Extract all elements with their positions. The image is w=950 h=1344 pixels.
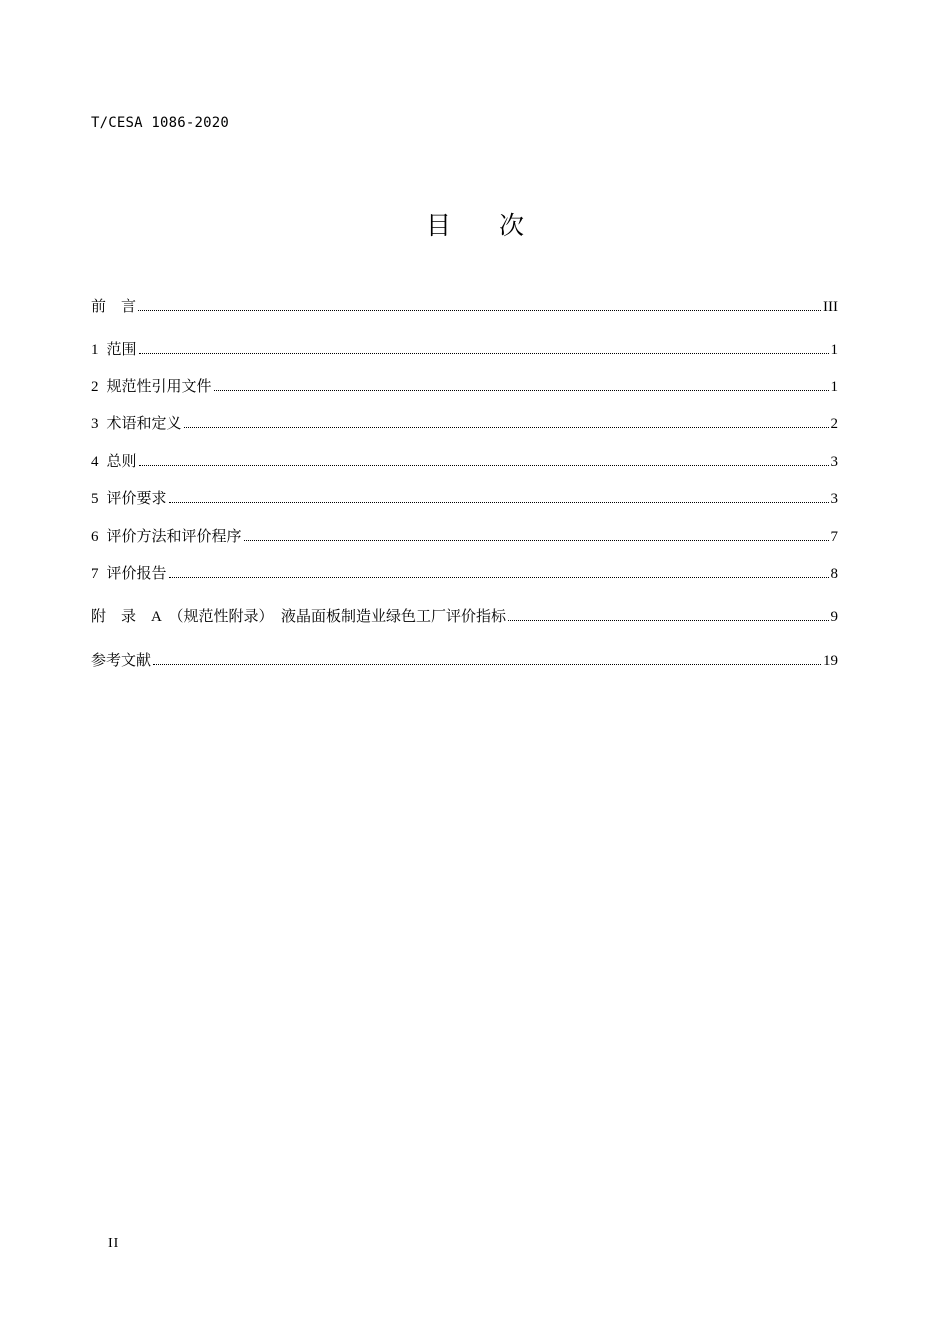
toc-label: 术语和定义 <box>106 416 182 432</box>
standard-code: T/CESA 1086-2020 <box>91 115 230 131</box>
title-char-1: 目 <box>425 211 451 240</box>
toc-page: 8 <box>830 566 838 582</box>
page-number: II <box>108 1236 120 1251</box>
toc-label: 评价要求 <box>106 491 167 507</box>
toc-leader <box>184 427 829 428</box>
toc-page: 3 <box>830 491 838 507</box>
toc-leader <box>169 502 829 503</box>
toc-label: 总则 <box>106 454 137 470</box>
toc-number: 2 <box>91 379 99 395</box>
toc-number: 3 <box>91 416 99 432</box>
toc-number: 1 <box>91 342 99 358</box>
toc-entry-references[interactable] <box>91 649 838 670</box>
toc-label: 范围 <box>106 342 137 358</box>
toc-entry-1[interactable] <box>91 338 838 359</box>
toc-page: 19 <box>823 653 838 669</box>
toc-leader <box>508 620 828 621</box>
toc-number: 7 <box>91 566 99 582</box>
toc-label: 参考文献 <box>91 653 152 669</box>
toc-entry-7[interactable] <box>91 562 838 583</box>
toc-leader <box>153 664 821 665</box>
toc-entry-6[interactable] <box>91 525 838 546</box>
toc-leader <box>138 310 821 311</box>
toc-page: 9 <box>830 609 838 625</box>
toc-label: 附 录 A （规范性附录） 液晶面板制造业绿色工厂评价指标 <box>91 609 507 625</box>
toc-entry-foreword[interactable] <box>91 295 838 316</box>
toc-leader <box>244 540 829 541</box>
toc-entry-4[interactable] <box>91 450 838 471</box>
toc-page: 3 <box>830 454 838 470</box>
toc-label: 评价方法和评价程序 <box>106 529 242 545</box>
toc-entry-appendix-a[interactable] <box>91 605 838 626</box>
toc-entry-5[interactable] <box>91 487 838 508</box>
table-of-contents <box>91 0 838 1344</box>
toc-entry-3[interactable] <box>91 412 838 433</box>
toc-leader <box>214 390 829 391</box>
toc-page: III <box>823 299 838 315</box>
toc-page: 1 <box>830 379 838 395</box>
toc-number: 5 <box>91 491 99 507</box>
toc-number: 4 <box>91 454 99 470</box>
toc-page: 1 <box>830 342 838 358</box>
title-char-2: 次 <box>499 211 525 240</box>
toc-number: 6 <box>91 529 99 545</box>
toc-leader <box>169 577 829 578</box>
toc-page: 7 <box>830 529 838 545</box>
toc-label: 评价报告 <box>106 566 167 582</box>
toc-label: 规范性引用文件 <box>106 379 212 395</box>
toc-label: 前 言 <box>91 299 137 315</box>
toc-leader <box>139 353 829 354</box>
toc-leader <box>139 465 829 466</box>
toc-page: 2 <box>830 416 838 432</box>
toc-entry-2[interactable] <box>91 375 838 396</box>
